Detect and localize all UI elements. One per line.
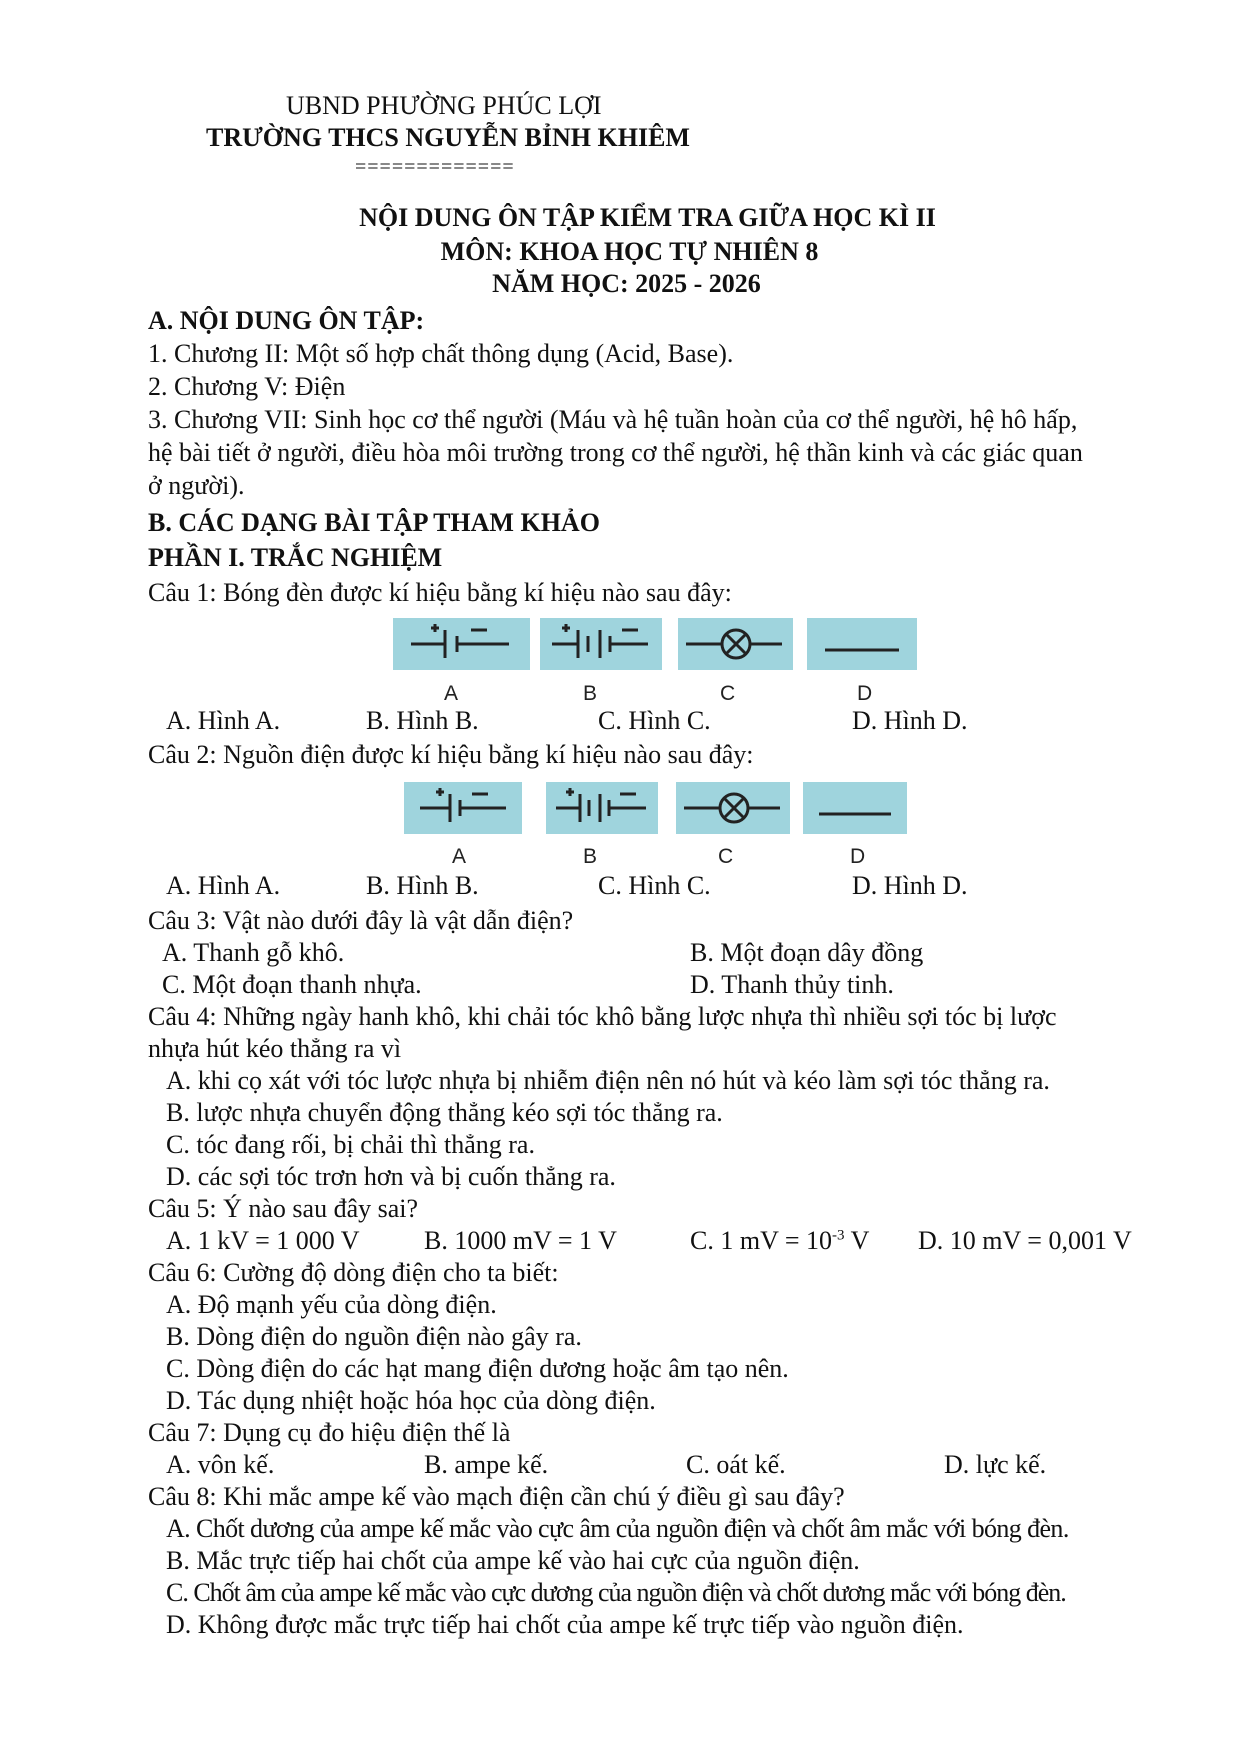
header-divider: ============= bbox=[355, 156, 515, 178]
answer-option: B. Một đoạn dây đồng bbox=[690, 938, 924, 967]
question-3-stem: Câu 3: Vật nào dưới đây là vật dẫn điện? bbox=[148, 906, 574, 935]
answer-option: C. Dòng điện do các hạt mang điện dương hoặc âm tạo nên. bbox=[166, 1354, 789, 1383]
answer-option: B. Dòng điện do nguồn điện nào gây ra. bbox=[166, 1322, 582, 1351]
answer-option: D. các sợi tóc trơn hơn và bị cuốn thẳng ra. bbox=[166, 1162, 616, 1191]
school-year: NĂM HỌC: 2025 - 2026 bbox=[492, 269, 761, 298]
answer-option: D. Hình D. bbox=[852, 871, 968, 900]
lamp-symbol-icon bbox=[678, 618, 793, 670]
answer-option: B. ampe kế. bbox=[424, 1450, 549, 1479]
answer-option: D. 10 mV = 0,001 V bbox=[918, 1226, 1132, 1255]
question-4-stem: Câu 4: Những ngày hanh khô, khi chải tóc khô bằng lược nhựa thì nhiều sợi tóc bị lược bbox=[148, 1002, 1057, 1031]
option-text: C. 1 mV = 10 bbox=[690, 1226, 833, 1255]
answer-option: D. Tác dụng nhiệt hoặc hóa học của dòng điện. bbox=[166, 1386, 656, 1415]
answer-option: B. 1000 mV = 1 V bbox=[424, 1226, 617, 1255]
answer-option: A. vôn kế. bbox=[166, 1450, 275, 1479]
wire-symbol-icon bbox=[803, 782, 907, 834]
figure-label: C bbox=[718, 845, 734, 868]
answer-option: D. Thanh thủy tinh. bbox=[690, 970, 894, 999]
answer-option: B. Hình B. bbox=[366, 871, 479, 900]
wire-symbol-icon bbox=[807, 618, 917, 670]
answer-option bbox=[690, 1225, 869, 1257]
battery-single-cell-icon bbox=[404, 782, 522, 834]
section-a-item: hệ bài tiết ở người, điều hòa môi trường trong cơ thể người, hệ thần kinh và các giác quan bbox=[148, 438, 1083, 467]
figure-label: B bbox=[583, 845, 598, 868]
answer-option: C. Hình C. bbox=[598, 871, 711, 900]
answer-option: A. Chốt dương của ampe kế mắc vào cực âm của nguồn điện và chốt âm mắc với bóng đèn. bbox=[166, 1514, 1069, 1543]
question-5-stem: Câu 5: Ý nào sau đây sai? bbox=[148, 1194, 419, 1223]
answer-option: A. Hình A. bbox=[166, 871, 281, 900]
question-1-stem: Câu 1: Bóng đèn được kí hiệu bằng kí hiệu nào sau đây: bbox=[148, 578, 732, 607]
question-6-stem: Câu 6: Cường độ dòng điện cho ta biết: bbox=[148, 1258, 559, 1287]
section-b-heading: B. CÁC DẠNG BÀI TẬP THAM KHẢO bbox=[148, 508, 600, 537]
figure-label: D bbox=[857, 682, 873, 705]
answer-option: A. khi cọ xát với tóc lược nhựa bị nhiễm điện nên nó hút và kéo làm sợi tóc thẳng ra. bbox=[166, 1066, 1050, 1095]
battery-two-cell-icon bbox=[546, 782, 658, 834]
section-a-item: 3. Chương VII: Sinh học cơ thể người (Máu và hệ tuần hoàn của cơ thể người, hệ hô hấp, bbox=[148, 405, 1078, 434]
answer-option: A. Hình A. bbox=[166, 706, 281, 735]
section-a-heading: A. NỘI DUNG ÔN TẬP: bbox=[148, 306, 425, 335]
figure-label: A bbox=[444, 682, 459, 705]
exponent: -3 bbox=[832, 1227, 845, 1244]
part-1-heading: PHẦN I. TRẮC NGHIỆM bbox=[148, 543, 443, 572]
question-4-stem: nhựa hút kéo thẳng ra vì bbox=[148, 1034, 402, 1063]
lamp-symbol-icon bbox=[676, 782, 790, 834]
figure-label: C bbox=[720, 682, 736, 705]
answer-option: C. Hình C. bbox=[598, 706, 711, 735]
document-title: NỘI DUNG ÔN TẬP KIỂM TRA GIỮA HỌC KÌ II bbox=[359, 203, 936, 232]
section-a-item: ở người). bbox=[148, 471, 245, 500]
answer-option: C. tóc đang rối, bị chải thì thẳng ra. bbox=[166, 1130, 535, 1159]
document-subject: MÔN: KHOA HỌC TỰ NHIÊN 8 bbox=[440, 237, 819, 266]
answer-option: D. Hình D. bbox=[852, 706, 968, 735]
school-name: TRƯỜNG THCS NGUYỄN BỈNH KHIÊM bbox=[206, 123, 690, 152]
figure-label: A bbox=[452, 845, 467, 868]
authority-line: UBND PHƯỜNG PHÚC LỢI bbox=[286, 91, 602, 120]
battery-single-cell-icon bbox=[393, 618, 530, 670]
answer-option: B. Mắc trực tiếp hai chốt của ampe kế vào hai cực của nguồn điện. bbox=[166, 1546, 860, 1575]
battery-two-cell-icon bbox=[540, 618, 662, 670]
section-a-item: 2. Chương V: Điện bbox=[148, 372, 346, 401]
question-8-stem: Câu 8: Khi mắc ampe kế vào mạch điện cần chú ý điều gì sau đây? bbox=[148, 1482, 845, 1511]
answer-option: D. Không được mắc trực tiếp hai chốt của ampe kế trực tiếp vào nguồn điện. bbox=[166, 1610, 964, 1639]
section-a-item: 1. Chương II: Một số hợp chất thông dụng (Acid, Base). bbox=[148, 339, 734, 368]
answer-option: A. Thanh gỗ khô. bbox=[162, 938, 345, 967]
answer-option: C. oát kế. bbox=[686, 1450, 786, 1479]
option-unit: V bbox=[844, 1226, 870, 1255]
question-7-stem: Câu 7: Dụng cụ đo hiệu điện thế là bbox=[148, 1418, 511, 1447]
answer-option: B. Hình B. bbox=[366, 706, 479, 735]
figure-label: D bbox=[850, 845, 866, 868]
answer-option: C. Chốt âm của ampe kế mắc vào cực dương của nguồn điện và chốt dương mắc với bóng đèn. bbox=[166, 1578, 1066, 1607]
answer-option: D. lực kế. bbox=[944, 1450, 1047, 1479]
answer-option: A. 1 kV = 1 000 V bbox=[166, 1226, 360, 1255]
answer-option: B. lược nhựa chuyển động thẳng kéo sợi tóc thẳng ra. bbox=[166, 1098, 723, 1127]
answer-option: A. Độ mạnh yếu của dòng điện. bbox=[166, 1290, 497, 1319]
figure-label: B bbox=[583, 682, 598, 705]
question-2-stem: Câu 2: Nguồn điện được kí hiệu bằng kí hiệu nào sau đây: bbox=[148, 740, 754, 769]
answer-option: C. Một đoạn thanh nhựa. bbox=[162, 970, 422, 999]
